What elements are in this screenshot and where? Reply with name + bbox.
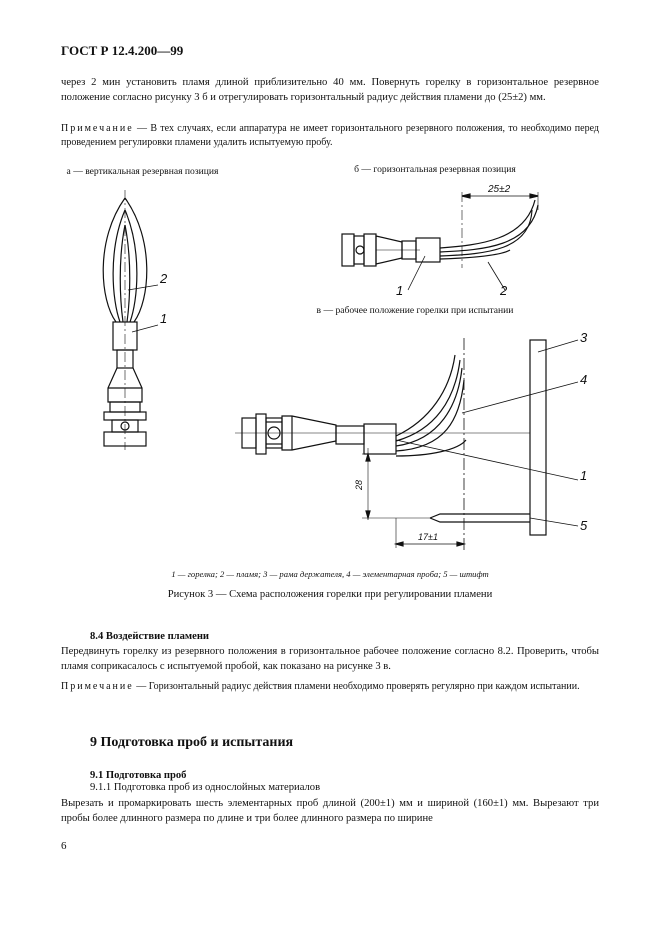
figure-legend: 1 — горелка; 2 — пламя; 3 — рама держателя, 4 — элементарная проба; 5 — штифт [171,569,489,579]
section-8-4-title: 8.4 Воздействие пламени [90,631,210,642]
section-9-1-1-title: 9.1.1 Подготовка проб из однослойных материалов [90,782,321,793]
note-text: — В тех случаях, если аппаратура не имеет горизонтального резервного положения, то необходимо перед проведением регулировки пламени удалить испытуемую пробу. [61,123,599,148]
figure-caption-a: а — вертикальная резервная позиция [66,166,219,177]
callout-b-2: 2 [500,283,508,298]
section-9-title: 9 Подготовка проб и испытания [90,735,294,750]
note-label-2: Примечание [61,681,134,692]
page-number: 6 [61,840,67,852]
callout-v-5: 5 [580,518,588,533]
dimension-v-horizontal: 17±1 [418,532,438,542]
page-header: ГОСТ Р 12.4.200—99 [61,43,184,58]
callout-v-1: 1 [580,468,588,483]
callout-v-4: 4 [580,372,588,387]
figure-v-burner-working [235,338,578,550]
note-flame-radius [61,680,599,694]
callout-b-1: 1 [396,283,404,298]
callout-v-3: 3 [580,330,588,345]
figure-a-burner-vertical [103,190,158,450]
section-8-4-text: Передвинуть горелку из резервного положения в горизонтальное рабочее положение согласно 8.2. Проверить, чтобы пламя соприкасалось с испытуемой пробой, как показано на рисунке 3 в. [61,646,599,672]
note-label: Примечание [61,123,134,134]
figure-caption-b: б — горизонтальная резервная позиция [354,164,516,175]
paragraph-flame-setup: через 2 мин установить пламя длиной приблизительно 40 мм. Повернуть горелку в горизонтальное резервное положение согласно рисунку 3 б и отрегулировать горизонтальный радиус действия пламени до (25±2) мм. [61,77,599,103]
note-text-2: — Горизонтальный радиус действия пламени необходимо проверять регулярно при каждом испытании. [133,681,580,692]
section-9-1-title: 9.1 Подготовка проб [90,770,187,781]
section-9-text: Вырезать и промаркировать шесть элементарных проб длиной (200±1) мм и шириной (160±1) мм. Вырезают три пробы более длинного размера по длине и три более длинного размера по ширине [61,798,599,824]
dimension-v-vertical: 28 [354,479,364,490]
callout-a-2: 2 [160,271,168,286]
figure-title: Рисунок 3 — Схема расположения горелки при регулировании пламени [167,589,493,600]
figure-b-burner-horizontal [342,192,538,290]
dimension-b-flame-radius: 25±2 [488,184,511,195]
figure-caption-v: в — рабочее положение горелки при испытании [316,305,514,316]
callout-a-1: 1 [160,311,168,326]
